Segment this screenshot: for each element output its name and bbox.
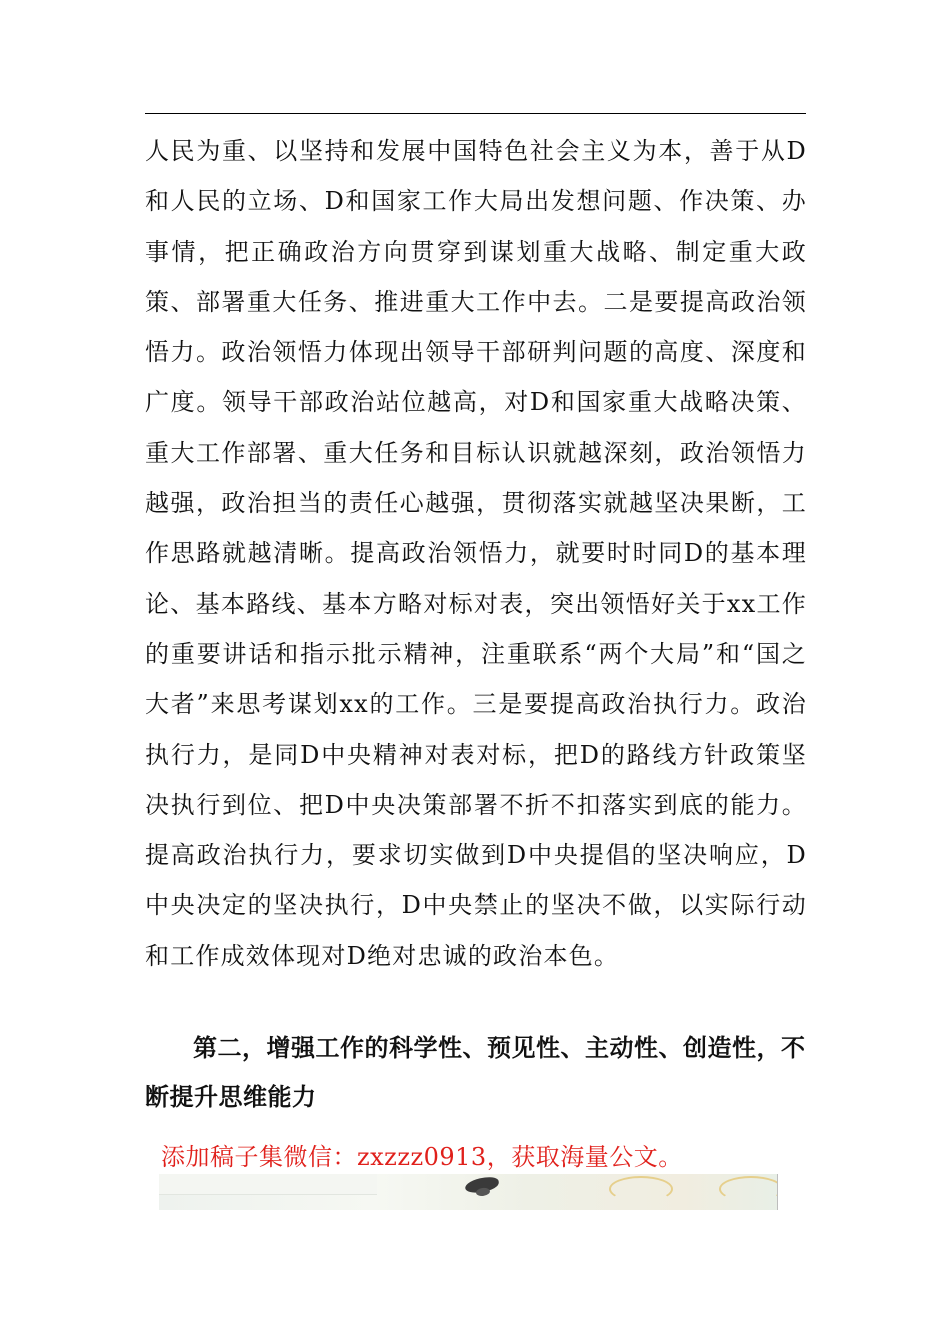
swirl-decoration xyxy=(609,1176,673,1202)
swirl-decoration xyxy=(719,1176,778,1202)
bird-illustration xyxy=(464,1176,500,1195)
promo-text: 添加稿子集微信：zxzzz0913，获取海量公文。 xyxy=(161,1143,683,1171)
banner-image xyxy=(159,1174,778,1210)
section-heading: 第二，增强工作的科学性、预见性、主动性、创造性，不断提升思维能力 xyxy=(145,1034,806,1111)
banner-left-panel xyxy=(159,1174,377,1195)
header-rule xyxy=(145,113,806,114)
body-paragraph: 人民为重、以坚持和发展中国特色社会主义为本，善于从D和人民的立场、D和国家工作大局出发想问题、作决策、办事情，把正确政治方向贯穿到谋划重大战略、制定重大政策、部署重大任务、推进重大工作中去。二是要提高政治领悟力。政治领悟力体现出领导干部研判问题的高度、深度和广度。领导干部政治站位越高，对D和国家重大战略决策、重大工作部署、重大任务和目标认识就越深刻，政治领悟力越强，政治担当的责任心越强，贯彻落实就越坚决果断，工作思路就越清晰。提高政治领悟力，就要时时同D的基本理论、基本路线、基本方略对标对表，突出领悟好关于xx工作的重要讲话和指示批示精神，注重联系“两个大局”和“国之大者”来思考谋划xx的工作。三是要提高政治执行力。政治执行力，是同D中央精神对表对标，把D的路线方针政策坚决执行到位、把D中央决策部署不折不扣落实到底的能力。提高政治执行力，要求切实做到D中央提倡的坚决响应，D中央决定的坚决执行，D中央禁止的坚决不做，以实际行动和工作成效体现对D绝对忠诚的政治本色。 xyxy=(145,137,807,970)
